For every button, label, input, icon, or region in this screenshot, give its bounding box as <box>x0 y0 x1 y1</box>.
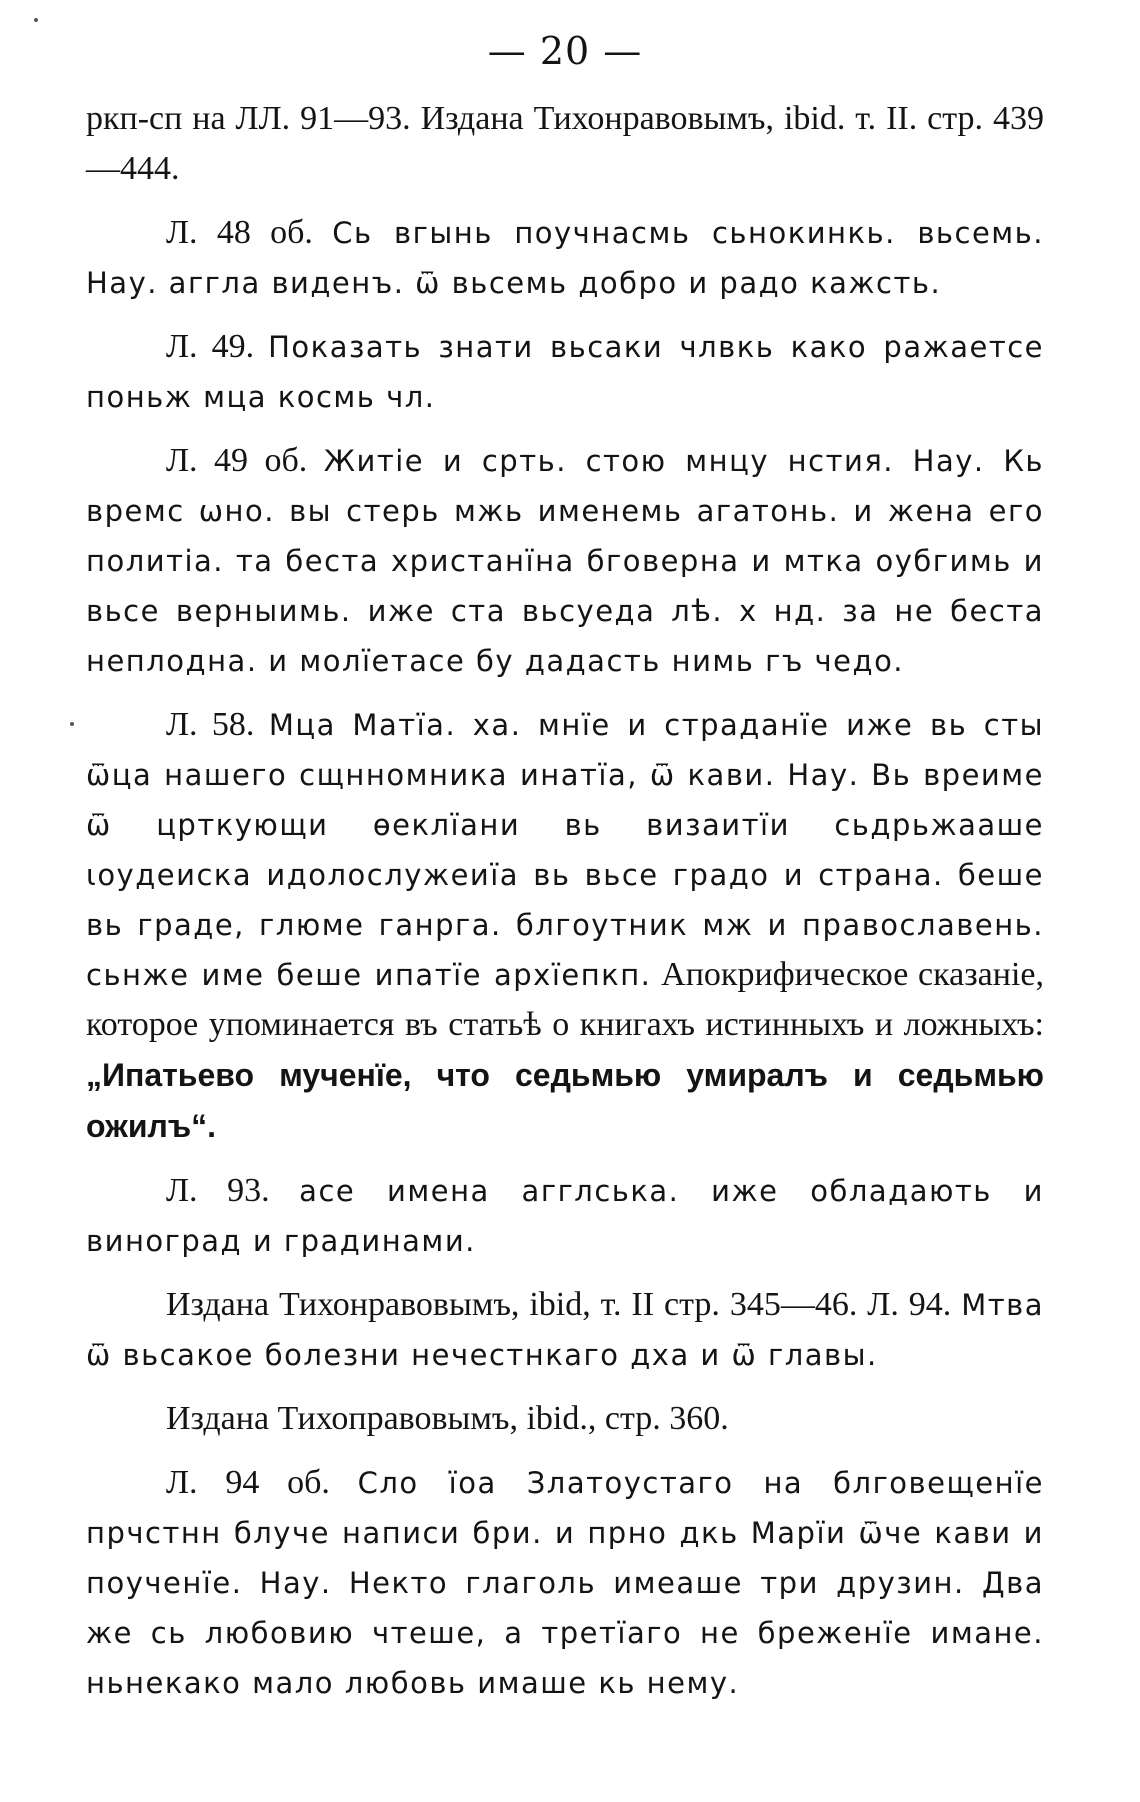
entry-folio-93 <box>86 1166 1044 1266</box>
edition-note: Издана Тихоправовымъ, ibid., стр. 360. <box>166 1400 729 1437</box>
paragraph-text: ркп-сп на ЛЛ. 91—93. Издана Тихонравовымъ, ibid. т. II. стр. 439—444. <box>86 100 1044 187</box>
commentary-text: Апокрифическое сказаніе, которое упоминается въ статьѣ о книгахъ истинныхъ и ложныхъ: <box>86 956 1045 1043</box>
book-page <box>86 20 1044 1722</box>
slavonic-text: Мца Матїа. ха. мнїе и страданїе иже вь сты ѿца нашего сщнномника инатїа, ѿ кави. Нау. Вь вреиме ѿ црткующи ѳеклїани вь визаитїи сьдрьжааше ιоудеиска идолослужеиїа вь вьсе градо и страна. беше вь граде, глюме ганрга. блгоутник мж и православень. сьнже име беше ипатїе архїепкп. <box>86 708 1044 992</box>
slavonic-text: Житіе и срть. стою мнцу нстия. Нау. Кь времс ѡно. вы стерь мжь именемь агатонь. и жена его политіа. та беста христанїна бговерна и мтка оубгимь и вьсе верныимь. иже ста вьсуеда лѣ. х нд. за не беста неплодна. и молїетасе бу дадасть нимь гъ чедо. <box>86 444 1044 678</box>
page-number: — 20 — <box>487 29 643 73</box>
folio-label: Л. 48 об. <box>166 214 313 251</box>
entry-folio-94 <box>86 1280 1044 1380</box>
quoted-title: „Ипатьево мученїе, что седьмью умиралъ и седьмью ожилъ“. <box>86 1057 1044 1144</box>
folio-label: Л. 58. <box>166 706 255 743</box>
folio-label: Л. 93. <box>166 1172 270 1209</box>
edition-note: Издана Тихонравовымъ, ibid, т. II стр. 345—46. <box>166 1286 858 1323</box>
folio-label: Л. 49. <box>166 328 255 365</box>
slavonic-text: Мтва ѿ вьсакое болезни нечестнкаго дха и ѿ главы. <box>86 1288 1045 1372</box>
slavonic-text: Сь вгынь поучнасмь сьнокинкь. вьсемь. Нау. аггла виденъ. ѿ вьсемь добро и радо кажсть. <box>86 216 1044 300</box>
entry-folio-58 <box>86 700 1044 1152</box>
stray-mark <box>70 722 74 726</box>
slavonic-text: асе имена агглська. иже обладають и виноград и градинами. <box>86 1174 1044 1258</box>
entry-folio-49v <box>86 436 1044 686</box>
entry-folio-94v <box>86 1458 1044 1708</box>
entry-folio-49 <box>86 322 1044 422</box>
stray-mark <box>34 18 38 22</box>
slavonic-text: Сло їоа Златоустаго на блговещенїе прчстнн блуче написи бри. и прно дкь Марїи ѿче кави и поученїе. Нау. Некто глаголь имеаше три друзин. Два же сь любовию чтеше, а третїаго не бреженїе имане. ньнекако мало любовь имаше кь нему. <box>86 1466 1045 1700</box>
folio-label: Л. 94. <box>867 1286 952 1323</box>
folio-label: Л. 49 об. <box>166 442 308 479</box>
folio-label: Л. 94 об. <box>166 1464 330 1501</box>
slavonic-text: Показать знати вьсаки члвкь како ражаетсе поньж мца космь чл. <box>86 330 1045 414</box>
paragraph-continuation <box>86 94 1044 194</box>
entry-folio-48v <box>86 208 1044 308</box>
edition-note-paragraph <box>86 1394 1044 1444</box>
